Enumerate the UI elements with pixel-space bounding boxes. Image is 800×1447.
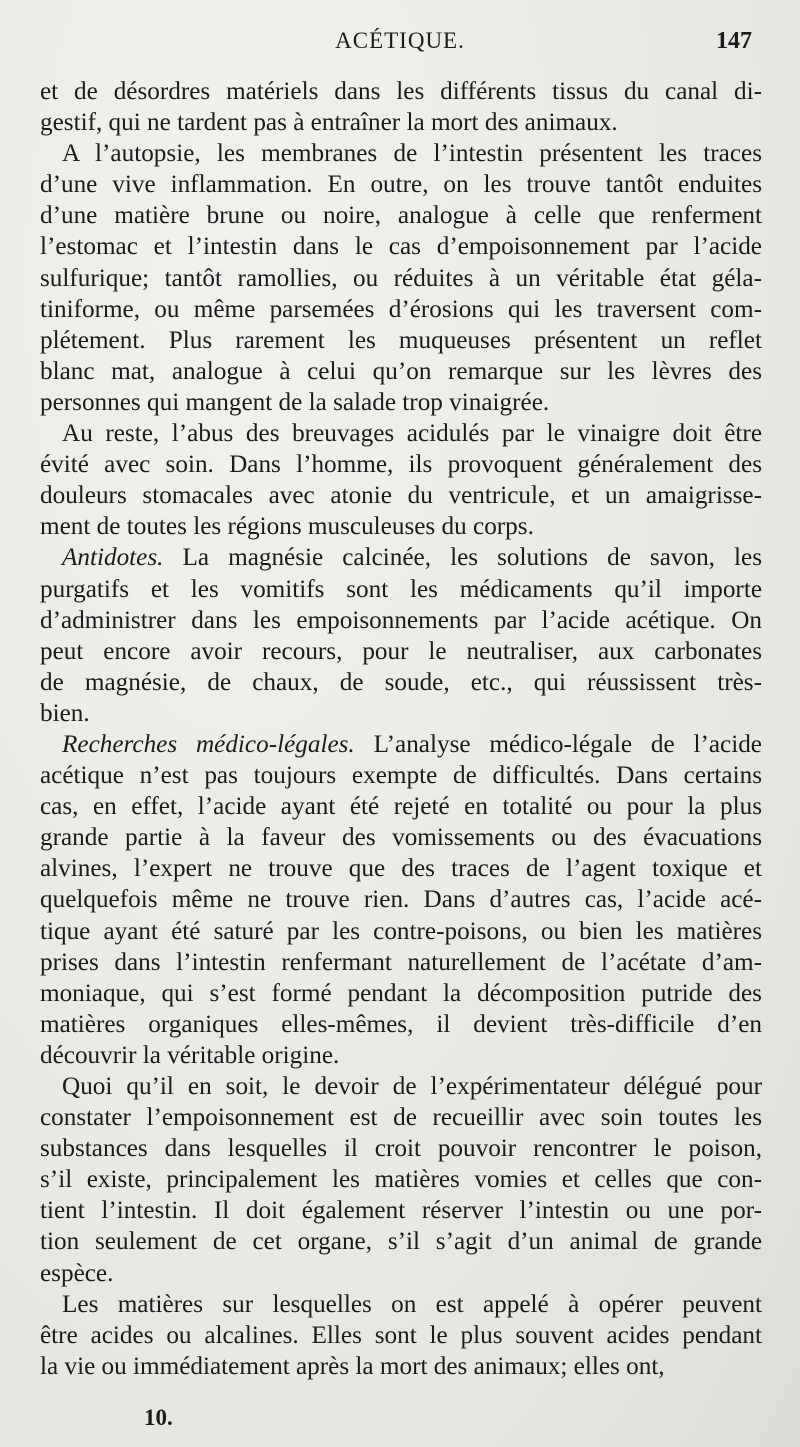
text-line: moniaque, qui s’est formé pendant la décomposition putride des bbox=[40, 979, 762, 1007]
text-line: douleurs stomacales avec atonie du ventricule, et un amaigrisse- bbox=[40, 482, 762, 510]
text-line: bien. bbox=[40, 699, 90, 727]
paragraph bbox=[40, 138, 762, 418]
text-line: la vie ou immédiatement après la mort des animaux; elles ont, bbox=[40, 1352, 665, 1380]
text-line bbox=[40, 729, 762, 760]
text-line: s’il existe, principalement les matières vomies et celles que con- bbox=[40, 1166, 762, 1194]
text-line: découvrir la véritable origine. bbox=[40, 1041, 340, 1069]
text-line: prises dans l’intestin renfermant naturellement de l’acétate d’am- bbox=[40, 948, 762, 976]
text-line: constater l’empoisonnement est de recueillir avec soin toutes les bbox=[40, 1104, 762, 1132]
text-line: cas, en effet, l’acide ayant été rejeté en totalité ou pour la plus bbox=[40, 793, 762, 821]
text-line: alvines, l’expert ne trouve que des traces de l’agent toxique et bbox=[40, 855, 762, 883]
text-line: purgatifs et les vomitifs sont les médicaments qu’il importe bbox=[40, 575, 762, 603]
text-line: Les matières sur lesquelles on est appelé à opérer peuvent bbox=[62, 1290, 762, 1318]
paragraph bbox=[40, 418, 762, 542]
paragraph-heading: Antidotes. bbox=[62, 544, 164, 572]
text-line: espèce. bbox=[40, 1259, 114, 1287]
text-run: La magnésie calcinée, les solutions de savon, les bbox=[163, 544, 762, 572]
paragraph bbox=[40, 76, 762, 138]
paragraph bbox=[40, 542, 762, 729]
text-line: de magnésie, de chaux, de soude, etc., qui réussissent très- bbox=[40, 668, 762, 696]
text-line: et de désordres matériels dans les différents tissus du canal di- bbox=[40, 78, 762, 105]
text-line: évité avec soin. Dans l’homme, ils provoquent généralement des bbox=[40, 451, 762, 479]
text-line bbox=[40, 542, 762, 573]
text-line: quelquefois même ne trouve rien. Dans d’autres cas, l’acide acé- bbox=[40, 886, 762, 914]
text-line: substances dans lesquelles il croit pouvoir rencontrer le poison, bbox=[40, 1135, 762, 1163]
text-line: blanc mat, analogue à celui qu’on remarque sur les lèvres des bbox=[40, 357, 762, 385]
text-line: peut encore avoir recours, pour le neutraliser, aux carbonates bbox=[40, 637, 762, 665]
text-line: d’une matière brune ou noire, analogue à celle que renferment bbox=[40, 202, 762, 230]
running-title: ACÉTIQUE. bbox=[335, 28, 465, 53]
text-line: acétique n’est pas toujours exempte de difficultés. Dans certains bbox=[40, 762, 762, 790]
text-line: tique ayant été saturé par les contre-poisons, ou bien les matières bbox=[40, 917, 762, 945]
text-line: d’administrer dans les empoisonnements par l’acide acétique. On bbox=[40, 606, 762, 634]
text-line: Quoi qu’il en soit, le devoir de l’expérimentateur délégué pour bbox=[62, 1073, 762, 1100]
text-line: ment de toutes les régions musculeuses du corps. bbox=[40, 513, 534, 541]
text-line: tion seulement de cet organe, s’il s’agit d’un animal de grande bbox=[40, 1228, 762, 1256]
paragraph-heading: Recherches médico-légales. bbox=[62, 730, 355, 758]
text-line: Au reste, l’abus des breuvages acidulés par le vinaigre doit être bbox=[62, 420, 762, 448]
signature-mark: 10. bbox=[144, 1405, 173, 1430]
text-line: tient l’intestin. Il doit également réserver l’intestin ou une por- bbox=[40, 1197, 762, 1225]
text-line: grande partie à la faveur des vomissements ou des évacuations bbox=[40, 824, 762, 852]
text-line: sulfurique; tantôt ramollies, ou réduites à un véritable état géla- bbox=[40, 264, 762, 292]
paragraph bbox=[40, 1071, 762, 1289]
text-line: tiniforme, ou même parsemées d’érosions qui les traversent com- bbox=[40, 295, 762, 323]
page-number: 147 bbox=[716, 28, 752, 54]
text-line: plétement. Plus rarement les muqueuses présentent un reflet bbox=[40, 326, 762, 354]
page-header bbox=[40, 28, 760, 62]
text-line: personnes qui mangent de la salade trop vinaigrée. bbox=[40, 388, 550, 416]
page-body bbox=[40, 76, 762, 1382]
paragraph bbox=[40, 729, 762, 1071]
text-line: A l’autopsie, les membranes de l’intestin présentent les traces bbox=[62, 140, 762, 168]
text-line: être acides ou alcalines. Elles sont le plus souvent acides pendant bbox=[40, 1321, 762, 1349]
text-line: gestif, qui ne tardent pas à entraîner la mort des animaux. bbox=[40, 109, 618, 137]
paragraph bbox=[40, 1289, 762, 1382]
text-line: d’une vive inflammation. En outre, on les trouve tantôt enduites bbox=[40, 171, 762, 199]
text-line: l’estomac et l’intestin dans le cas d’empoisonnement par l’acide bbox=[40, 233, 762, 261]
text-run: L’analyse médico-légale de l’acide bbox=[354, 730, 762, 758]
text-line: matières organiques elles-mêmes, il devient très-difficile d’en bbox=[40, 1010, 762, 1038]
